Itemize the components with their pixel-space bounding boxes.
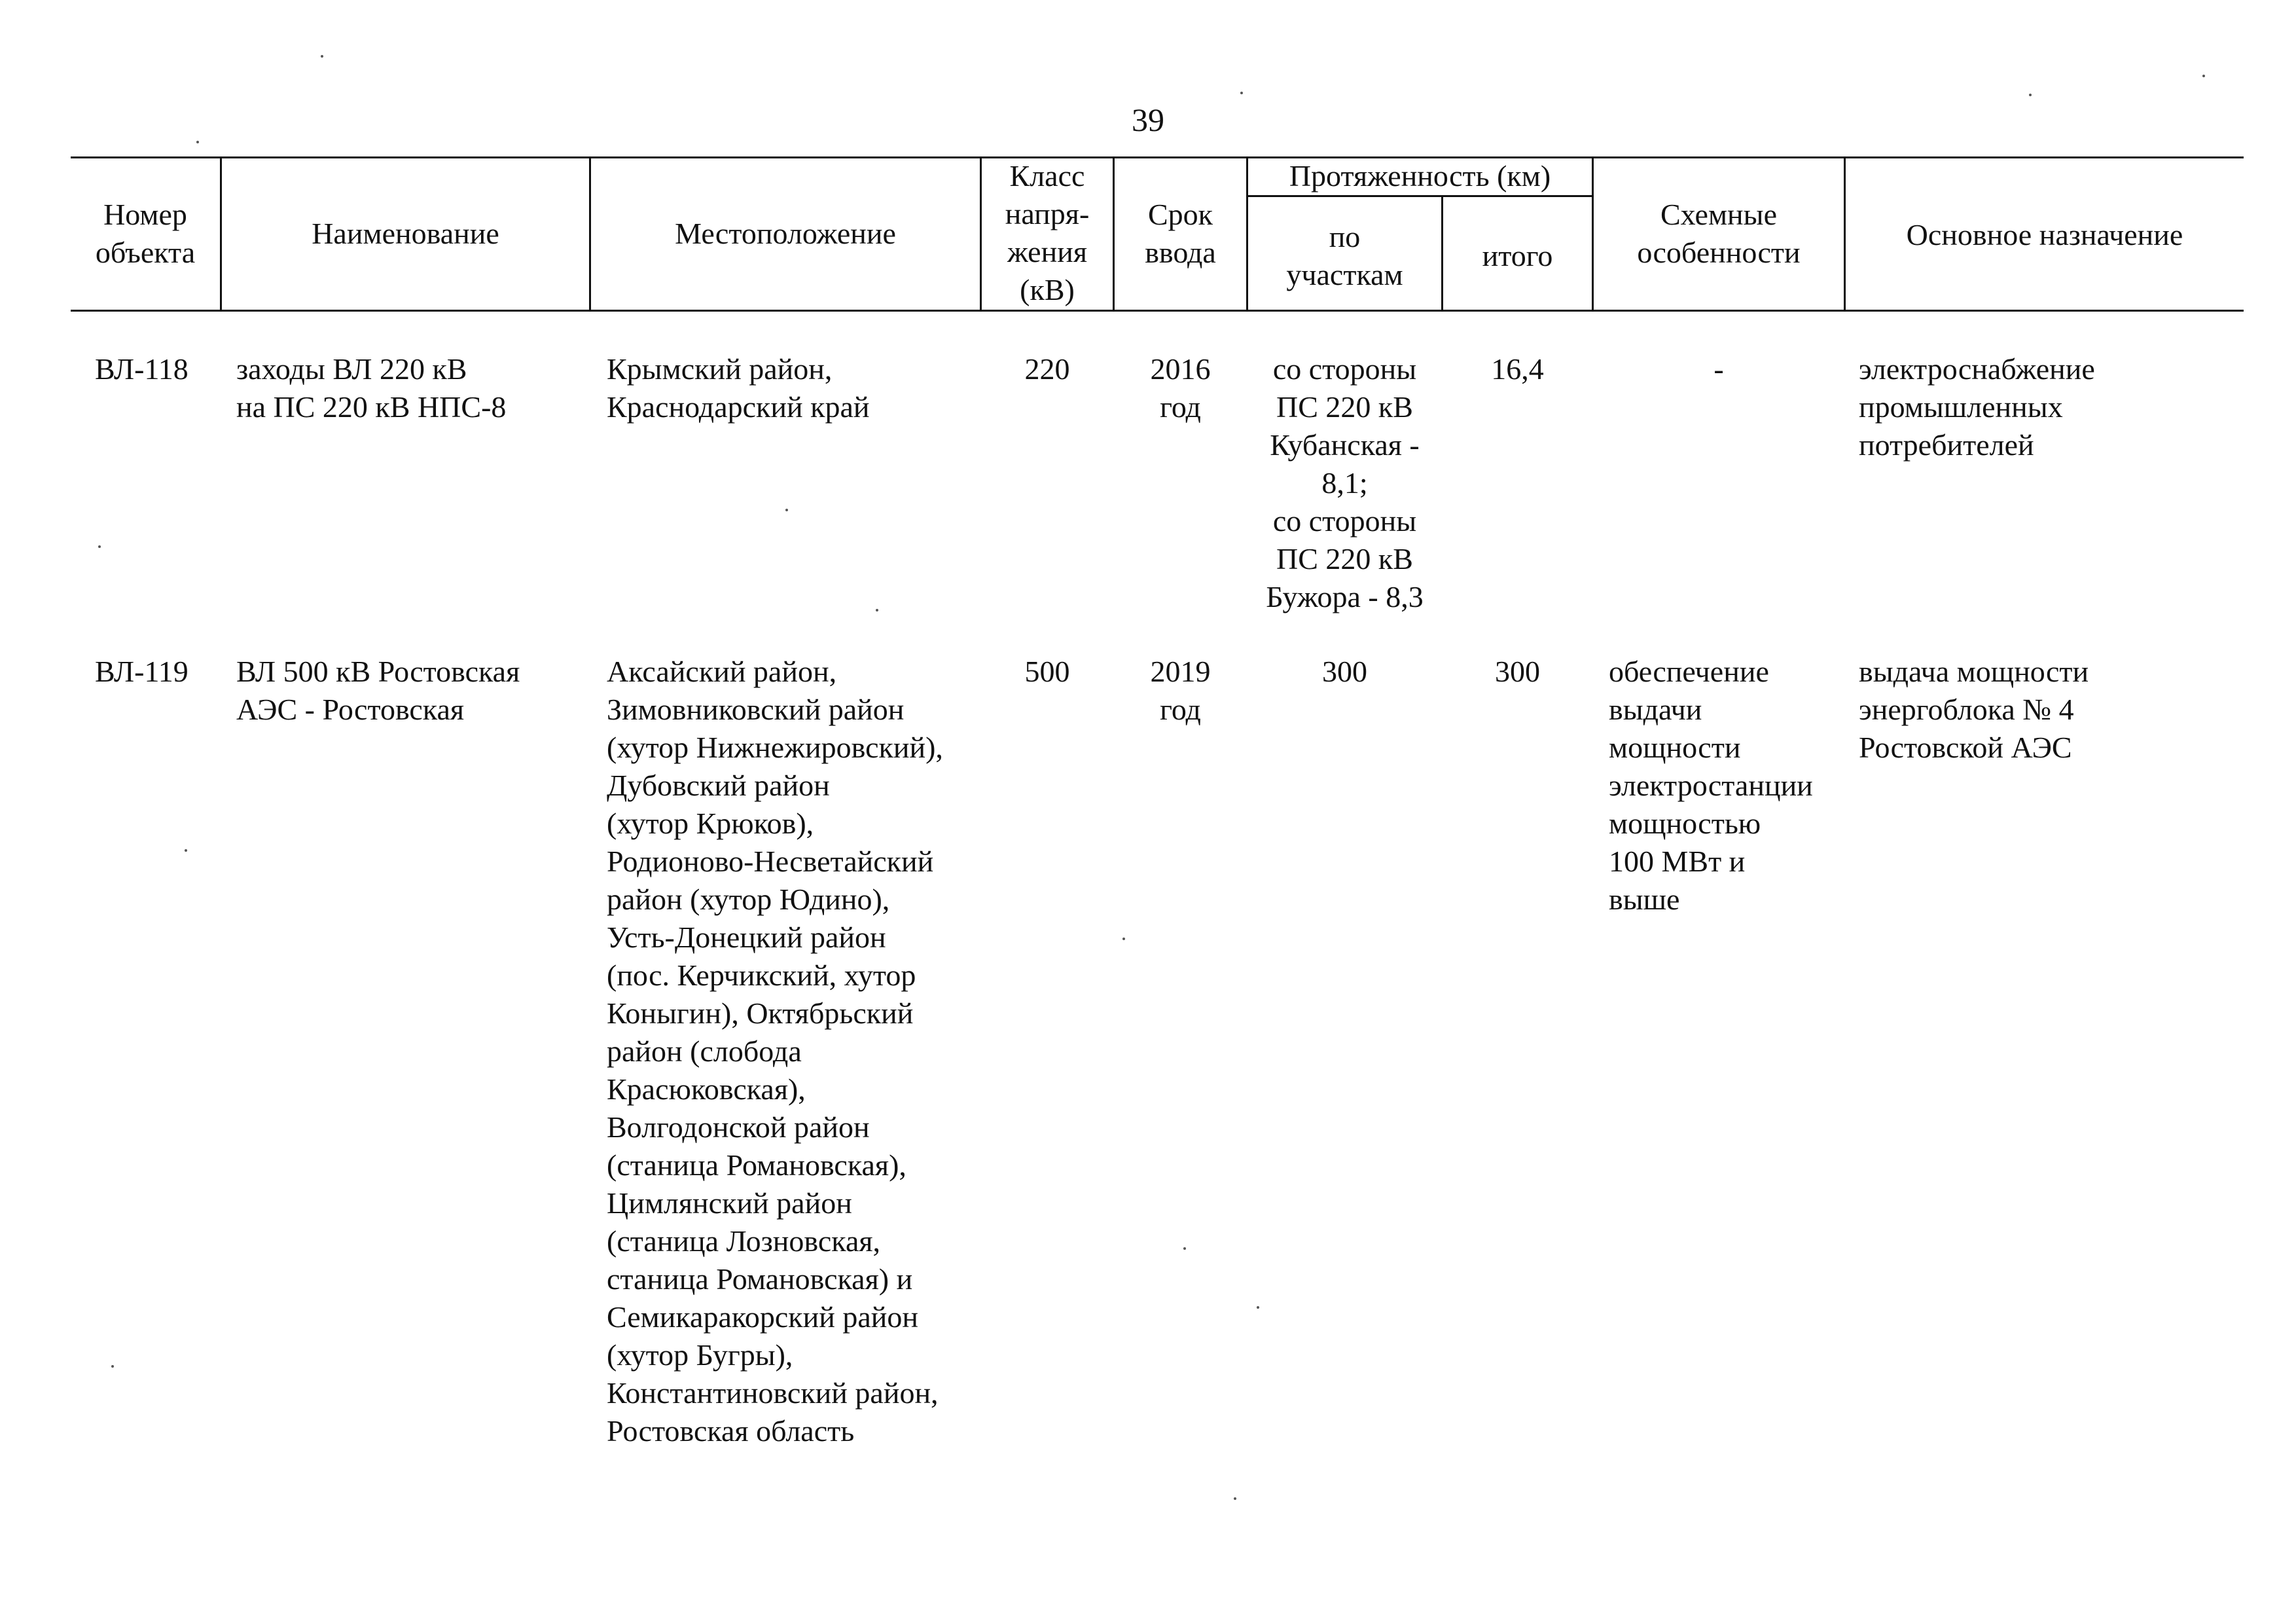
scan-speck — [2029, 94, 2032, 96]
scan-speck — [196, 141, 199, 143]
row-2-voltage: 500 — [1024, 655, 1070, 688]
header-bottom-rule — [71, 310, 2244, 312]
header-length-group: Протяженность (км) — [1289, 159, 1551, 192]
scan-speck — [1122, 938, 1125, 940]
row-2-location: Аксайский район, Зимовниковский район (хутор Нижнежировский), Дубовский район (хутор Крюков), Родионово-Несветайский район (хутор Юдино), Усть-Донецкий район (пос. Керчикский, хутор Коныгин), Октябрьский район (слобода Красюковская), Волгодонской район (станица Романовская), Цимлянский район (станица Лозновская, станица Романовская) и Семикаракорский район (хутор Бугры), Константиновский район, Ростовская область — [607, 655, 943, 1448]
header-name: Наименование — [312, 217, 499, 250]
row-2-main-purpose: выдача мощности энергоблока № 4 Ростовской АЭС — [1859, 655, 2089, 764]
scan-speck — [1240, 92, 1243, 94]
row-1-voltage: 220 — [1024, 352, 1070, 386]
scan-speck — [111, 1365, 114, 1368]
header-object-number: Номер объекта — [95, 198, 196, 269]
header-total: итого — [1482, 239, 1553, 272]
row-1-main-purpose: электроснабжение промышленных потребителей — [1859, 352, 2095, 462]
header-location: Местоположение — [675, 217, 896, 250]
row-1-name: заходы ВЛ 220 кВ на ПС 220 кВ НПС-8 — [236, 352, 507, 424]
row-2-length-by-section: 300 — [1322, 655, 1367, 688]
scan-speck — [1183, 1247, 1186, 1250]
scan-speck — [321, 55, 323, 58]
scan-speck — [2202, 75, 2205, 77]
scan-speck — [876, 609, 878, 611]
row-2-object-number: ВЛ-119 — [95, 655, 188, 688]
scan-speck — [1257, 1306, 1259, 1309]
scan-speck — [185, 849, 187, 852]
row-1-length-total: 16,4 — [1491, 352, 1544, 386]
scan-speck — [785, 509, 788, 511]
header-commission-term: Срок ввода — [1145, 198, 1216, 269]
row-2-commission-term: 2019 год — [1150, 655, 1211, 726]
row-1-object-number: ВЛ-118 — [95, 352, 188, 386]
table-top-rule — [71, 156, 2244, 158]
header-by-section: по участкам — [1286, 220, 1403, 291]
row-2-name: ВЛ 500 кВ Ростовская АЭС - Ростовская — [236, 655, 520, 726]
header-main-purpose: Основное назначение — [1906, 218, 2183, 251]
row-2-length-total: 300 — [1495, 655, 1540, 688]
row-1-commission-term: 2016 год — [1150, 352, 1211, 424]
row-1-schema-features: - — [1713, 352, 1724, 386]
page-number: 39 — [1132, 101, 1164, 138]
length-group-rule — [1246, 195, 1592, 197]
row-1-length-by-section: со стороны ПС 220 кВ Кубанская - 8,1; со стороны ПС 220 кВ Бужора - 8,3 — [1266, 352, 1424, 613]
header-voltage-class: Класс напря- жения (кВ) — [1005, 159, 1090, 306]
row-1-location: Крымский район, Краснодарский край — [607, 352, 870, 424]
row-2-schema-features: обеспечение выдачи мощности электростанции мощностью 100 МВт и выше — [1609, 655, 1813, 916]
scan-speck — [98, 545, 101, 548]
header-schema-features: Схемные особенности — [1637, 198, 1801, 269]
scan-speck — [1234, 1497, 1236, 1500]
